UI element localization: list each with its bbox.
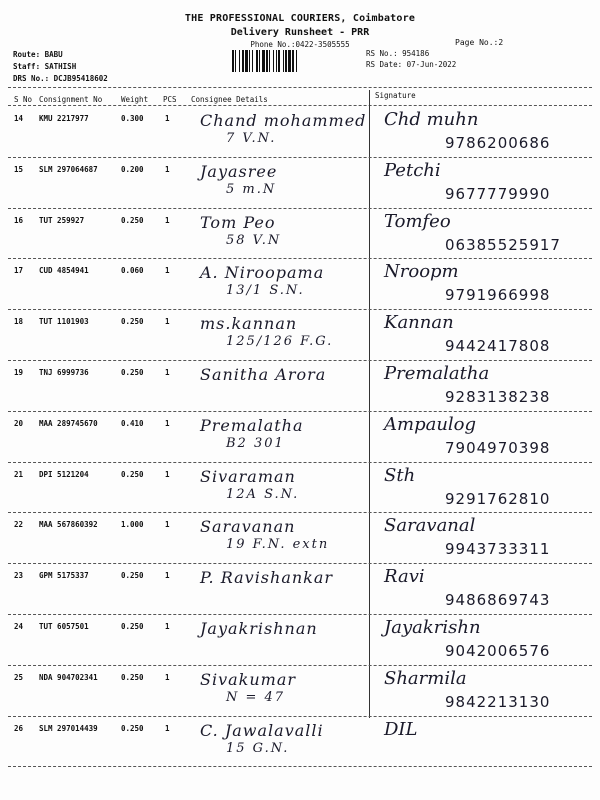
row-divider [8,716,592,717]
signature-scrawl: Sharmila [384,667,467,689]
row-consignment: NDA 904702341 [39,672,98,682]
row-consignment: MAA 289745670 [39,418,98,428]
receiver-phone: 9442417808 [445,337,551,356]
row-consignment: GPM 5175337 [39,571,89,581]
receiver-phone: 7904970398 [445,438,551,457]
consignee-address: 125/126 F.G. [226,334,334,350]
signature-scrawl: Jayakrishn [384,617,481,638]
row-pcs: 1 [165,723,170,733]
row-divider [8,411,592,412]
signature-scrawl: Ravi [384,566,425,588]
row-sno: 19 [14,368,24,377]
signature-scrawl: Chd muhn [384,109,479,130]
row-divider [8,665,592,666]
row-pcs: 1 [165,672,170,682]
company-phone: Phone No.:0422-3505555 [250,40,350,49]
row-divider [8,614,592,615]
col-consignee: Consignee Details [191,95,268,104]
row-pcs: 1 [165,571,170,581]
consignee-name: Sanitha Arora [200,365,327,384]
consignee-name: A. Niroopama [200,263,325,283]
row-sno: 16 [14,215,24,225]
consignee-address: B2 301 [226,435,285,451]
row-sno: 15 [14,164,24,174]
row-divider [8,766,592,767]
consignee-address: 15 G.N. [226,740,290,756]
row-consignment: SLM 297064687 [39,164,98,174]
receiver-phone: 9283138238 [445,388,551,406]
row-weight: 0.200 [121,164,144,174]
row-consignment: KMU 2217977 [39,114,89,123]
consignee-name: Sivakumar [200,669,297,689]
consignee-address: 58 V.N [226,232,282,248]
signature-scrawl: Nroopm [384,261,459,283]
consignee-name: Jayasree [200,161,278,181]
receiver-phone: 9042006576 [445,642,551,660]
consignee-name: C. Jawalavalli [200,720,324,740]
consignee-name: Premalatha [200,415,304,435]
signature-scrawl: Premalatha [384,363,490,384]
col-signature: Signature [375,91,416,100]
row-sno: 21 [14,469,24,479]
consignee-address: 5 m.N [226,181,277,197]
row-pcs: 1 [165,317,170,327]
row-pcs: 1 [165,469,170,479]
row-pcs: 1 [165,266,170,276]
col-consignment: Consignment No [39,95,103,104]
receiver-phone: 9842213130 [445,692,551,711]
row-consignment: MAA 567860392 [39,520,98,530]
row-weight: 0.410 [121,418,144,428]
row-sno: 20 [14,418,24,428]
consignee-address: 13/1 S.N. [226,283,305,299]
row-consignment: SLM 297014439 [39,723,98,733]
row-weight: 0.250 [121,622,144,631]
row-consignment: TNJ 6999736 [39,368,89,377]
consignee-name: Sivaraman [200,466,296,486]
row-sno: 17 [14,266,24,276]
row-pcs: 1 [165,164,170,174]
consignee-name: Tom Peo [200,212,276,232]
receiver-phone: 06385525917 [445,235,561,254]
row-pcs: 1 [165,368,170,377]
receiver-phone: 9486869743 [445,591,551,610]
row-consignment: TUT 6057501 [39,622,89,631]
row-divider [8,258,592,259]
row-sno: 26 [14,723,24,733]
signature-scrawl: Petchi [384,159,441,181]
rs-date: RS Date: 07-Jun-2022 [366,60,457,69]
page-number: Page No.:2 [455,38,504,47]
consignee-name: Jayakrishnan [200,619,318,638]
signature-divider [369,90,370,718]
row-sno: 23 [14,571,24,581]
row-divider [8,360,592,361]
receiver-phone: 9291762810 [445,489,551,508]
row-pcs: 1 [165,418,170,428]
row-pcs: 1 [165,520,170,530]
runsheet-subtitle: Delivery Runsheet - PRR [230,27,370,38]
consignee-address: 7 V.N. [226,131,277,146]
row-divider [8,462,592,463]
row-divider [8,157,592,158]
row-divider [8,208,592,209]
row-divider [8,309,592,310]
receiver-phone: 9791966998 [445,286,551,305]
receiver-phone: 9943733311 [445,540,551,559]
row-weight: 0.060 [121,266,144,276]
company-title: THE PROFESSIONAL COURIERS, Coimbatore [184,13,416,24]
signature-scrawl: Sth [384,464,416,486]
rs-number: RS No.: 954186 [366,49,430,58]
consignee-name: Chand mohammed [200,111,367,130]
row-sno: 25 [14,672,24,682]
row-pcs: 1 [165,215,170,225]
row-weight: 0.250 [121,368,144,377]
consignee-name: ms.kannan [200,314,298,334]
signature-scrawl: Tomfeo [384,210,451,232]
receiver-phone: 9786200686 [445,134,551,152]
header-bottom-rule [8,105,592,106]
signature-scrawl: Ampaulog [384,413,477,435]
drs-number: DRS No.: DCJB95418602 [13,74,108,83]
col-weight: Weight [121,95,149,104]
row-weight: 0.250 [121,317,144,327]
signature-scrawl: DIL [384,718,418,740]
signature-scrawl: Saravanal [384,515,476,537]
barcode [232,50,356,72]
row-weight: 1.000 [121,520,144,530]
row-sno: 24 [14,622,24,631]
route-label: Route: BABU [13,50,63,59]
row-consignment: CUD 4854941 [39,266,89,276]
row-weight: 0.250 [121,215,144,225]
row-divider [8,512,592,513]
row-sno: 14 [14,114,24,123]
row-weight: 0.250 [121,571,144,581]
consignee-name: Saravanan [200,517,296,537]
signature-scrawl: Kannan [384,312,454,334]
consignee-name: P. Ravishankar [200,568,334,588]
row-sno: 18 [14,317,24,327]
receiver-phone: 9677779990 [445,184,551,203]
row-pcs: 1 [165,114,170,123]
consignee-address: 19 F.N. extn [226,537,330,553]
row-consignment: TUT 259927 [39,215,85,225]
consignee-address: 12A S.N. [226,486,300,502]
row-divider [8,563,592,564]
row-weight: 0.250 [121,469,144,479]
row-consignment: TUT 1101903 [39,317,89,327]
row-pcs: 1 [165,622,170,631]
row-weight: 0.250 [121,672,144,682]
header-top-rule [8,87,592,88]
row-weight: 0.300 [121,114,144,123]
row-weight: 0.250 [121,723,144,733]
consignee-address: N = 47 [226,689,286,705]
row-consignment: DPI 5121204 [39,469,89,479]
row-sno: 22 [14,520,24,530]
staff-label: Staff: SATHISH [13,62,77,71]
col-sno: S No [14,95,33,104]
col-pcs: PCS [163,95,177,104]
